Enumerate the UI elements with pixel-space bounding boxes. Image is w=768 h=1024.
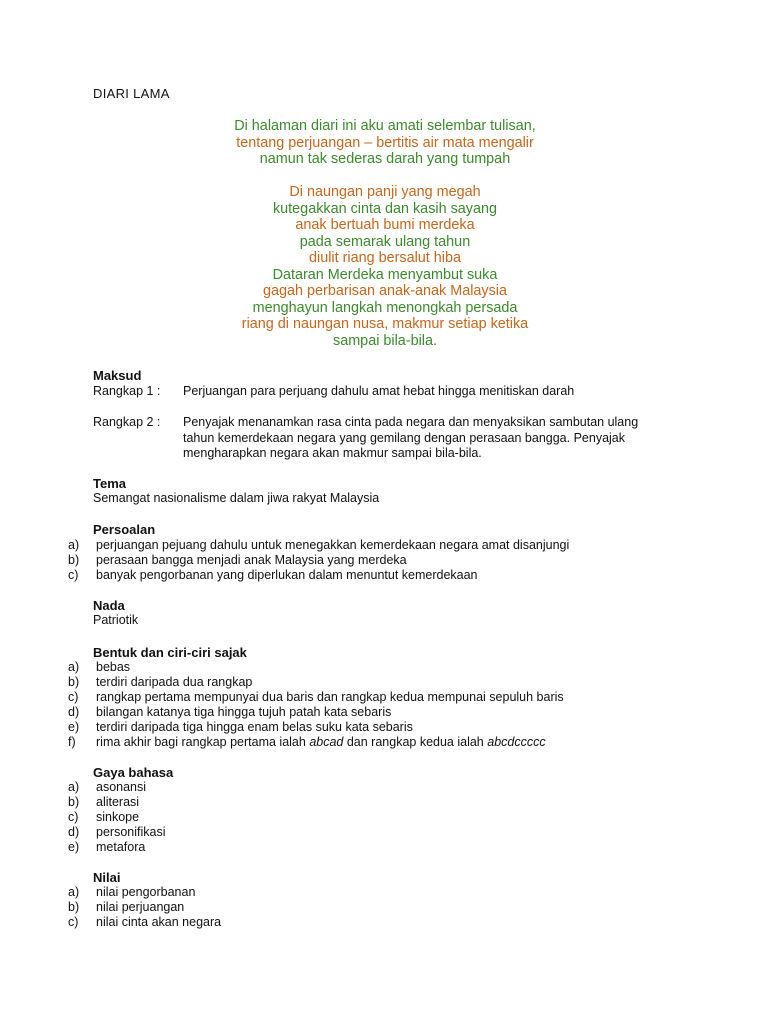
list-item	[68, 885, 221, 900]
document-title: DIARI LAMA	[93, 86, 170, 101]
rangkap-2-label: Rangkap 2 :	[93, 415, 161, 429]
list-item	[68, 825, 165, 840]
list-marker: a)	[68, 885, 80, 899]
list-item-text: nilai perjuangan	[96, 900, 185, 914]
list-item	[68, 915, 221, 930]
bentuk-list	[68, 660, 564, 750]
list-item-text: perjuangan pejuang dahulu untuk menegakkan kemerdekaan negara amat disanjungi	[96, 538, 570, 552]
rima-rangkap-1: abcad	[309, 735, 344, 749]
persoalan-heading: Persoalan	[93, 522, 156, 537]
gaya-bahasa-heading: Gaya bahasa	[93, 765, 174, 780]
list-marker: b)	[68, 675, 80, 689]
list-item-text: personifikasi	[96, 825, 166, 839]
list-item-text: perasaan bangga menjadi anak Malaysia yang merdeka	[96, 553, 407, 567]
list-item	[68, 690, 564, 705]
list-item-text: bilangan katanya tiga hingga tujuh patah kata sebaris	[96, 705, 392, 719]
list-item	[68, 705, 564, 720]
list-item	[68, 735, 564, 750]
rima-rangkap-2: abcdccccc	[487, 735, 546, 749]
poem-stanza-1	[170, 118, 600, 168]
list-item-text: aliterasi	[96, 795, 140, 809]
poem-line: tentang perjuangan – bertitis air mata mengalir	[236, 134, 534, 151]
list-item	[68, 568, 569, 583]
list-marker: a)	[68, 538, 80, 552]
list-item-text: terdiri daripada tiga hingga enam belas suku kata sebaris	[96, 720, 413, 734]
list-marker: e)	[68, 840, 80, 854]
nilai-list	[68, 885, 221, 930]
poem-line: sampai bila-bila.	[333, 332, 437, 349]
poem-line: gagah perbarisan anak-anak Malaysia	[263, 283, 507, 299]
poem-stanza-2	[170, 184, 600, 349]
list-marker: c)	[68, 568, 79, 582]
list-item	[68, 675, 564, 690]
nilai-heading: Nilai	[93, 870, 121, 885]
list-marker: b)	[68, 795, 80, 809]
list-item-text: bebas	[96, 660, 131, 674]
poem-line: pada semarak ulang tahun	[299, 233, 471, 250]
poem-line: kutegakkan cinta dan kasih sayang	[272, 200, 497, 217]
list-marker: d)	[68, 825, 80, 839]
list-marker: d)	[68, 705, 80, 719]
list-item-text: metafora	[96, 840, 146, 854]
list-item	[68, 795, 165, 810]
list-marker: e)	[68, 720, 80, 734]
persoalan-list	[68, 538, 569, 583]
list-item	[68, 538, 569, 553]
list-item-text: sinkope	[96, 810, 140, 824]
list-marker: f)	[68, 735, 76, 749]
poem-line: Dataran Merdeka menyambut suka	[272, 266, 498, 283]
rangkap-1-text: Perjuangan para perjuang dahulu amat hebat hingga menitiskan darah	[183, 384, 575, 398]
rima-pre-text: rima akhir bagi rangkap pertama ialah	[96, 735, 310, 749]
list-item	[68, 900, 221, 915]
rangkap-1-label: Rangkap 1 :	[93, 384, 161, 398]
poem-line: riang di naungan nusa, makmur setiap ketika	[241, 316, 529, 332]
list-item	[68, 720, 564, 735]
maksud-heading: Maksud	[93, 368, 142, 383]
stanza-gap	[170, 168, 600, 185]
list-item	[68, 840, 165, 855]
poem-line: namun tak sederas darah yang tumpah	[259, 151, 511, 167]
nada-heading: Nada	[93, 598, 125, 613]
rangkap-2-line: tahun kemerdekaan negara yang gemilang dengan perasaan bangga. Penyajak	[183, 430, 625, 445]
rangkap-2-line: mengharapkan negara akan makmur sampai bila-bila.	[183, 446, 482, 460]
poem-line: menghayun langkah menongkah persada	[252, 299, 518, 316]
list-marker: c)	[68, 690, 79, 704]
list-marker: a)	[68, 780, 80, 794]
bentuk-heading: Bentuk dan ciri-ciri sajak	[93, 645, 247, 660]
list-item	[68, 810, 165, 825]
gaya-bahasa-list	[68, 780, 165, 855]
rangkap-2-line: Penyajak menanamkan rasa cinta pada negara dan menyaksikan sambutan ulang	[183, 415, 639, 429]
tema-heading: Tema	[93, 476, 126, 491]
list-item	[68, 553, 569, 568]
list-marker: b)	[68, 900, 80, 914]
list-item-text: nilai pengorbanan	[96, 885, 196, 899]
list-marker: b)	[68, 553, 80, 567]
poem-line: diulit riang bersalut hiba	[309, 250, 461, 266]
list-item	[68, 660, 564, 675]
poem-line: Di naungan panji yang megah	[289, 184, 481, 200]
list-item-text: terdiri daripada dua rangkap	[96, 675, 253, 689]
list-item-text: banyak pengorbanan yang diperlukan dalam menuntut kemerdekaan	[96, 568, 478, 582]
poem	[170, 118, 600, 349]
list-marker: a)	[68, 660, 80, 674]
list-item	[68, 780, 165, 795]
list-marker: c)	[68, 915, 79, 929]
rima-mid-text: dan rangkap kedua ialah	[343, 735, 488, 749]
poem-line: Di halaman diari ini aku amati selembar tulisan,	[234, 118, 536, 134]
nada-text: Patriotik	[93, 613, 139, 627]
list-item-text: asonansi	[96, 780, 147, 794]
poem-line: anak bertuah bumi merdeka	[295, 217, 475, 233]
list-item-text: nilai cinta akan negara	[96, 915, 222, 929]
list-marker: c)	[68, 810, 79, 824]
rangkap-2-text	[183, 415, 663, 462]
list-item-text: rangkap pertama mempunyai dua baris dan rangkap kedua mempunai sepuluh baris	[96, 690, 564, 704]
tema-text: Semangat nasionalisme dalam jiwa rakyat Malaysia	[93, 491, 380, 505]
